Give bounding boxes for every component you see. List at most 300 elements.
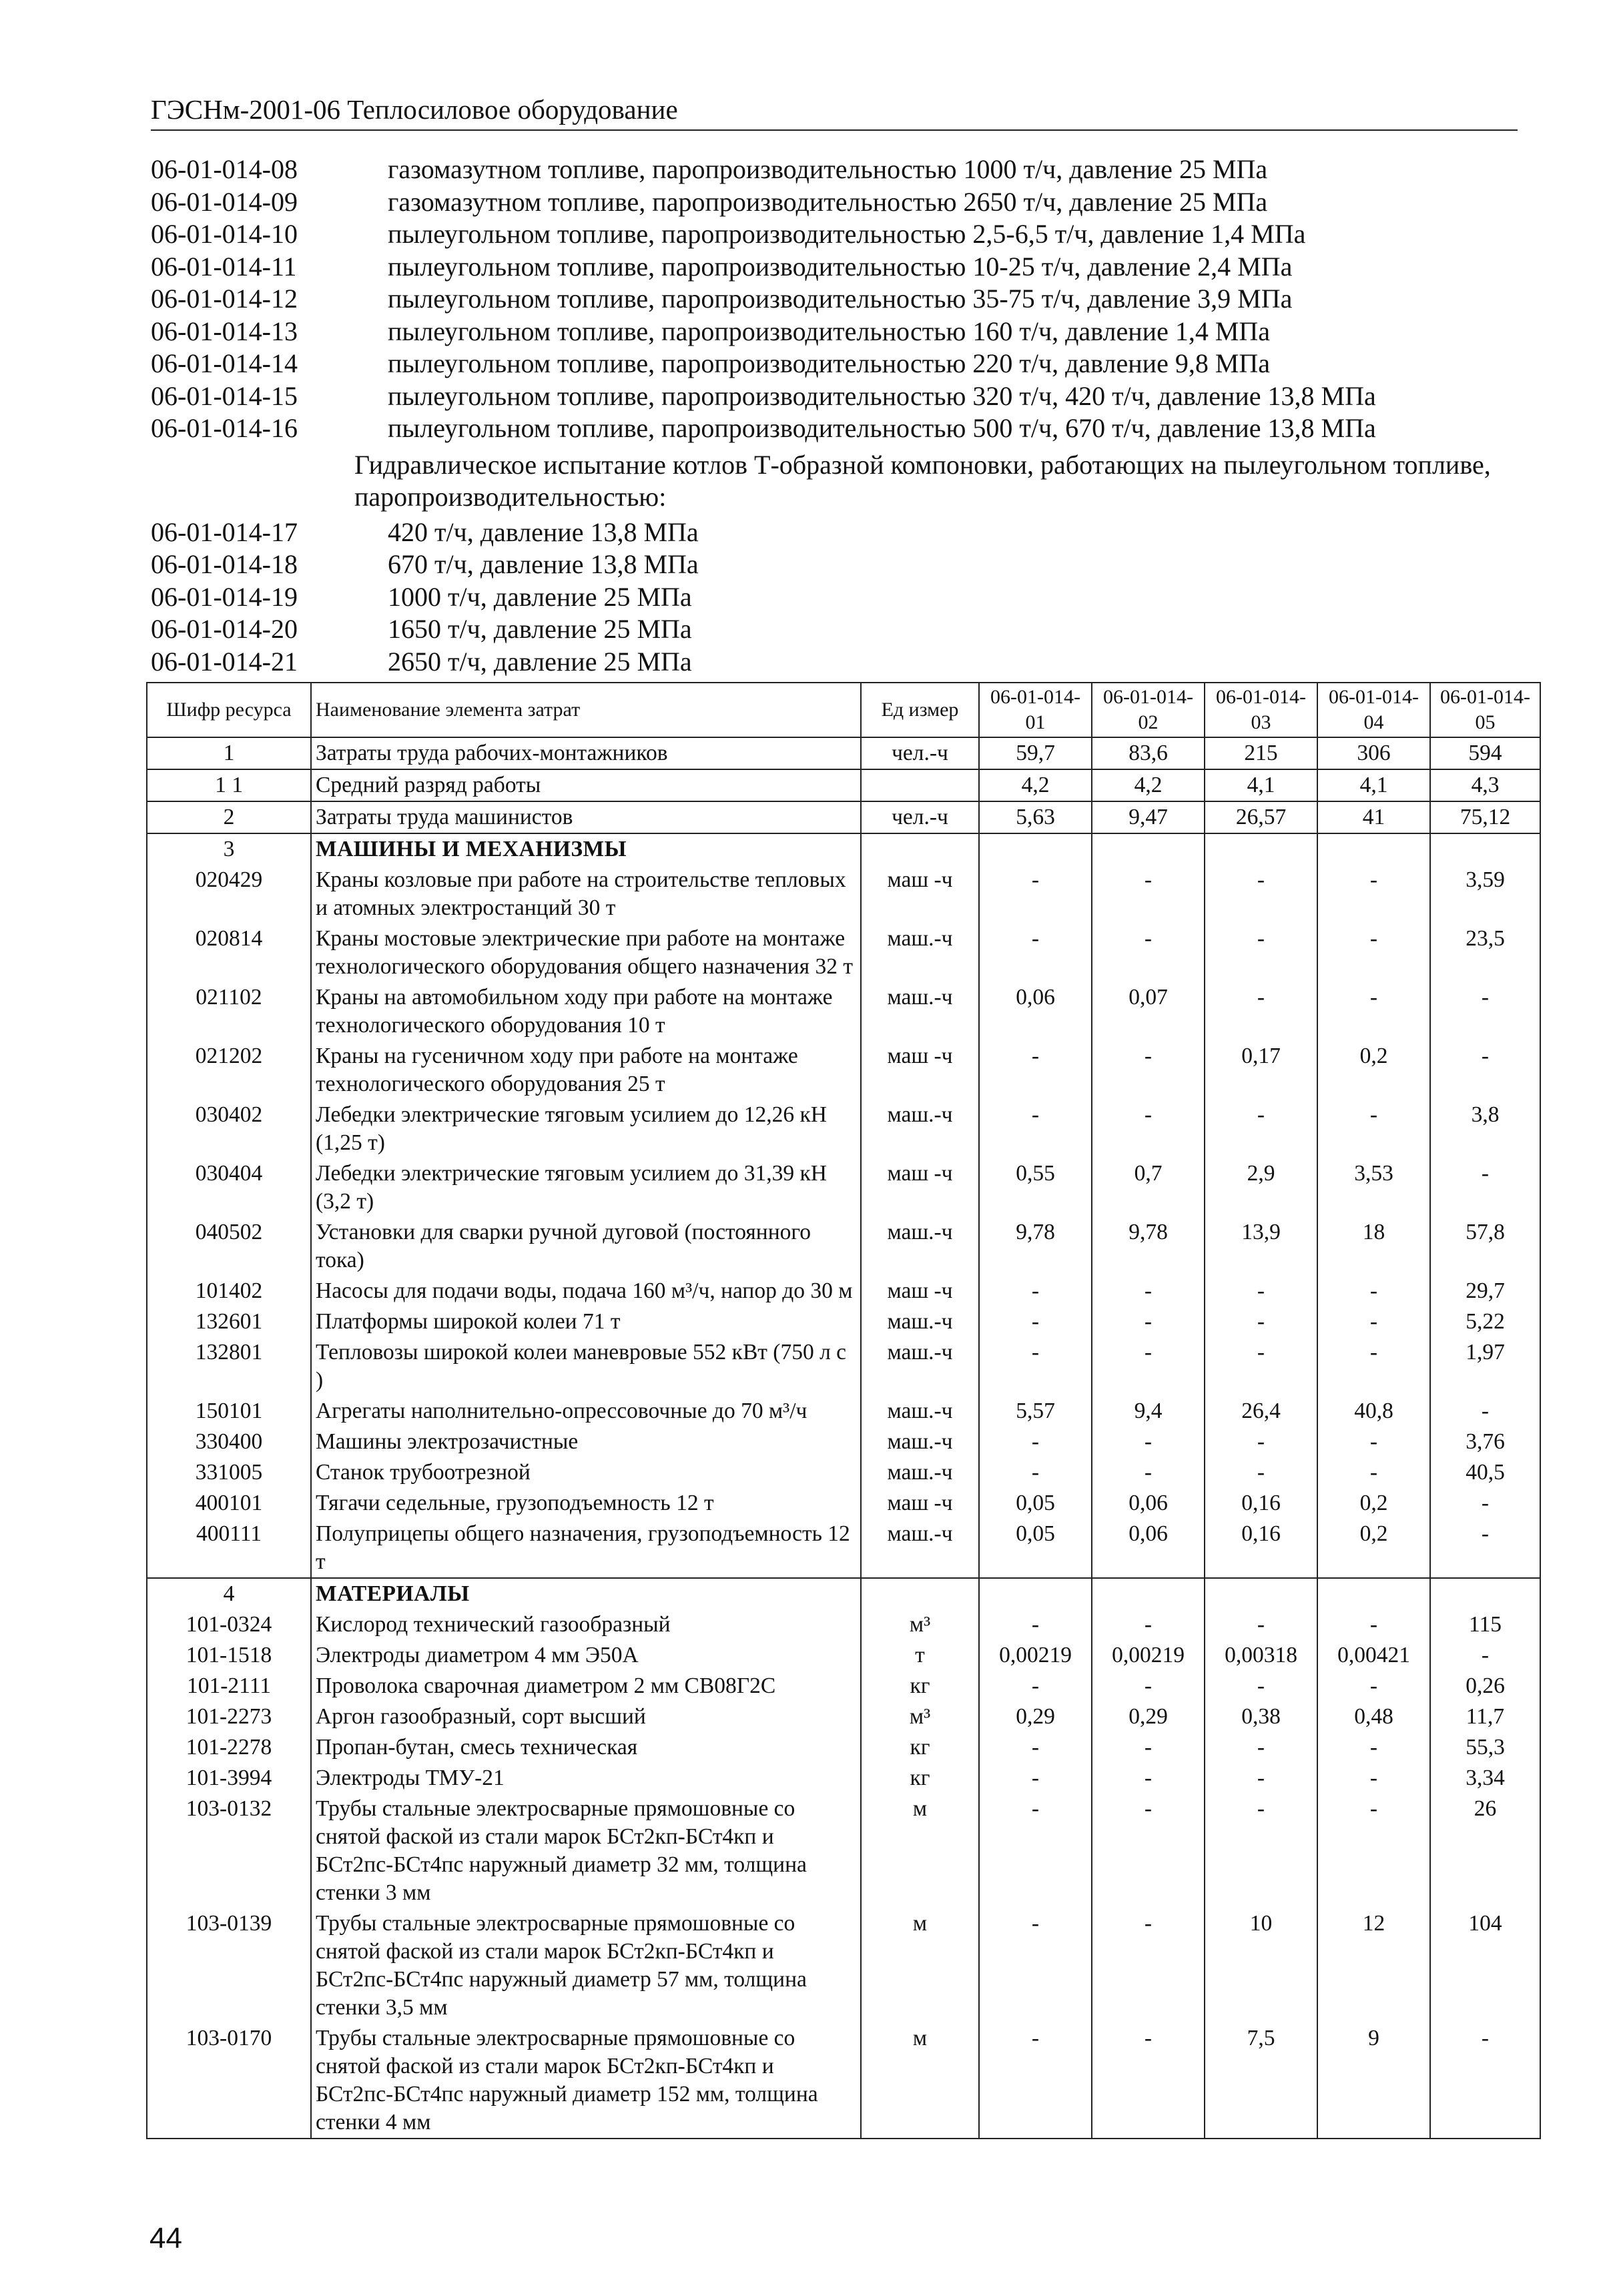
- unit-cell: маш.-ч: [861, 1519, 979, 1578]
- cost-element-name: Средний разряд работы: [311, 769, 861, 801]
- cost-element-name: Трубы стальные электросварные прямошовные со снятой фаской из стали марок БСт2кп-БСт4кп и БСт2пс-БСт4пс наружный диаметр 32 мм, толщина стенки 3 мм: [311, 1794, 861, 1908]
- header-cost-element: Наименование элемента затрат: [311, 683, 861, 737]
- cost-element-name: Электроды ТМУ-21: [311, 1763, 861, 1794]
- section-heading: МАТЕРИАЛЫ: [311, 1578, 861, 1609]
- value-cell: 215: [1205, 737, 1317, 769]
- unit-cell: маш.-ч: [861, 923, 979, 982]
- value-cell: -: [979, 1100, 1092, 1158]
- value-cell: 0,29: [979, 1701, 1092, 1732]
- value-cell: -: [979, 1671, 1092, 1701]
- value-cell: -: [979, 1457, 1092, 1488]
- value-cell: -: [1092, 1276, 1205, 1306]
- work-code: 06-01-014-08: [151, 154, 298, 184]
- value-cell: 55,3: [1430, 1732, 1540, 1763]
- work-description: пылеугольном топливе, паропроизводительностью 220 т/ч, давление 9,8 МПа: [388, 348, 1271, 378]
- value-cell: -: [1092, 1671, 1205, 1701]
- header-col-05: 06-01-014-05: [1430, 683, 1540, 737]
- cost-element-name: Установки для сварки ручной дуговой (постоянного тока): [311, 1217, 861, 1276]
- unit-cell: маш.-ч: [861, 982, 979, 1041]
- resource-code: 021102: [147, 982, 311, 1041]
- value-cell: 0,00219: [1092, 1640, 1205, 1671]
- header-col-01: 06-01-014-01: [979, 683, 1092, 737]
- table-row: [147, 1578, 1540, 1609]
- unit-cell: чел.-ч: [861, 737, 979, 769]
- value-cell: 9,78: [1092, 1217, 1205, 1276]
- work-description: пылеугольном топливе, паропроизводительностью 320 т/ч, 420 т/ч, давление 13,8 МПа: [388, 380, 1376, 411]
- value-cell: 0,16: [1205, 1488, 1317, 1519]
- resource-code: 021202: [147, 1041, 311, 1100]
- value-cell: -: [1092, 865, 1205, 923]
- value-cell: -: [1092, 1794, 1205, 1908]
- table-row: [147, 1396, 1540, 1427]
- table-header-row: [147, 683, 1540, 737]
- unit-cell: [861, 1578, 979, 1609]
- table-row: [147, 1609, 1540, 1640]
- resource-code: 101-1518: [147, 1640, 311, 1671]
- value-cell: -: [979, 1908, 1092, 2023]
- work-list: [151, 153, 1499, 678]
- cost-element-name: Аргон газообразный, сорт высший: [311, 1701, 861, 1732]
- cost-element-name: Краны козловые при работе на строительстве тепловых и атомных электростанций 30 т: [311, 865, 861, 923]
- value-cell: -: [1205, 1427, 1317, 1457]
- value-cell: 9,4: [1092, 1396, 1205, 1427]
- resource-code: 101-2273: [147, 1701, 311, 1732]
- value-cell: 0,07: [1092, 982, 1205, 1041]
- unit-cell: м: [861, 2023, 979, 2139]
- work-code: 06-01-014-18: [151, 549, 298, 579]
- unit-cell: маш.-ч: [861, 1337, 979, 1396]
- value-cell: -: [979, 1794, 1092, 1908]
- work-list-item: [151, 412, 1499, 445]
- work-code: 06-01-014-10: [151, 219, 298, 249]
- value-cell: -: [979, 1732, 1092, 1763]
- value-cell: 7,5: [1205, 2023, 1317, 2139]
- table-row: [147, 1427, 1540, 1457]
- value-cell: 3,59: [1430, 865, 1540, 923]
- value-cell: 4,2: [1092, 769, 1205, 801]
- table-row: [147, 982, 1540, 1041]
- value-cell: 0,48: [1317, 1701, 1430, 1732]
- value-cell: -: [1205, 982, 1317, 1041]
- cost-element-name: Затраты труда машинистов: [311, 801, 861, 833]
- work-code: 06-01-014-16: [151, 413, 298, 443]
- unit-cell: [861, 833, 979, 865]
- work-description: пылеугольном топливе, паропроизводительностью 160 т/ч, давление 1,4 МПа: [388, 316, 1271, 346]
- unit-cell: чел.-ч: [861, 801, 979, 833]
- value-cell: 0,26: [1430, 1671, 1540, 1701]
- work-code: 06-01-014-19: [151, 581, 298, 612]
- value-cell: 1,97: [1430, 1337, 1540, 1396]
- value-cell: -: [1205, 1276, 1317, 1306]
- value-cell: 4,2: [979, 769, 1092, 801]
- value-cell: -: [1205, 1457, 1317, 1488]
- table-row: [147, 1337, 1540, 1396]
- cost-element-name: Лебедки электрические тяговым усилием до 31,39 кН (3,2 т): [311, 1158, 861, 1217]
- value-cell: 4,1: [1317, 769, 1430, 801]
- value-cell: 0,2: [1317, 1041, 1430, 1100]
- resource-code: 030402: [147, 1100, 311, 1158]
- value-cell: -: [1092, 1427, 1205, 1457]
- table-row: [147, 1041, 1540, 1100]
- value-cell: [1430, 833, 1540, 865]
- value-cell: 594: [1430, 737, 1540, 769]
- value-cell: 5,22: [1430, 1306, 1540, 1337]
- resource-code: 132801: [147, 1337, 311, 1396]
- value-cell: 41: [1317, 801, 1430, 833]
- value-cell: 306: [1317, 737, 1430, 769]
- value-cell: -: [1205, 1671, 1317, 1701]
- work-description: газомазутном топливе, паропроизводительностью 1000 т/ч, давление 25 МПа: [388, 154, 1268, 184]
- cost-element-name: Затраты труда рабочих-монтажников: [311, 737, 861, 769]
- work-code: 06-01-014-12: [151, 284, 298, 314]
- value-cell: -: [1317, 865, 1430, 923]
- value-cell: 40,5: [1430, 1457, 1540, 1488]
- value-cell: [1317, 1578, 1430, 1609]
- work-list-part-1: [151, 153, 1499, 445]
- work-list-item: [151, 218, 1499, 251]
- value-cell: [1205, 1578, 1317, 1609]
- cost-element-name: Краны мостовые электрические при работе на монтаже технологического оборудования общего назначения 32 т: [311, 923, 861, 982]
- value-cell: -: [1092, 1041, 1205, 1100]
- value-cell: -: [1205, 923, 1317, 982]
- resource-code: 1 1: [147, 769, 311, 801]
- unit-cell: маш -ч: [861, 1276, 979, 1306]
- page-header: [151, 93, 1518, 131]
- value-cell: -: [1092, 1609, 1205, 1640]
- value-cell: 3,53: [1317, 1158, 1430, 1217]
- header-resource-code: Шифр ресурса: [147, 683, 311, 737]
- work-code: 06-01-014-13: [151, 316, 298, 346]
- value-cell: 9: [1317, 2023, 1430, 2139]
- cost-element-name: Платформы широкой колеи 71 т: [311, 1306, 861, 1337]
- value-cell: -: [1205, 1306, 1317, 1337]
- resource-table: [146, 682, 1541, 2139]
- work-code: 06-01-014-14: [151, 348, 298, 378]
- unit-cell: маш -ч: [861, 1041, 979, 1100]
- resource-code: 020814: [147, 923, 311, 982]
- table-row: [147, 1158, 1540, 1217]
- resource-code: 020429: [147, 865, 311, 923]
- work-list-item: [151, 348, 1499, 380]
- cost-element-name: Кислород технический газообразный: [311, 1609, 861, 1640]
- value-cell: 75,12: [1430, 801, 1540, 833]
- work-description: 420 т/ч, давление 13,8 МПа: [388, 516, 699, 547]
- table-row: [147, 1519, 1540, 1578]
- table-row: [147, 1276, 1540, 1306]
- cost-element-name: Насосы для подачи воды, подача 160 м³/ч, напор до 30 м: [311, 1276, 861, 1306]
- work-list-item: [151, 186, 1499, 219]
- value-cell: -: [1205, 1100, 1317, 1158]
- value-cell: [1430, 1578, 1540, 1609]
- work-description: 1000 т/ч, давление 25 МПа: [388, 581, 692, 612]
- value-cell: 0,00219: [979, 1640, 1092, 1671]
- table-row: [147, 769, 1540, 801]
- value-cell: 26,4: [1205, 1396, 1317, 1427]
- cost-element-name: Станок трубоотрезной: [311, 1457, 861, 1488]
- cost-element-name: Трубы стальные электросварные прямошовные со снятой фаской из стали марок БСт2кп-БСт4кп и БСт2пс-БСт4пс наружный диаметр 57 мм, толщина стенки 3,5 мм: [311, 1908, 861, 2023]
- resource-code: 103-0132: [147, 1794, 311, 1908]
- resource-code: 1: [147, 737, 311, 769]
- value-cell: -: [1092, 1908, 1205, 2023]
- value-cell: 9,47: [1092, 801, 1205, 833]
- resource-code: 101-3994: [147, 1763, 311, 1794]
- value-cell: -: [1092, 1306, 1205, 1337]
- value-cell: 0,2: [1317, 1519, 1430, 1578]
- value-cell: -: [1092, 1732, 1205, 1763]
- value-cell: 5,57: [979, 1396, 1092, 1427]
- resource-code: 103-0139: [147, 1908, 311, 2023]
- cost-element-name: Агрегаты наполнительно-опрессовочные до 70 м³/ч: [311, 1396, 861, 1427]
- value-cell: -: [1317, 1763, 1430, 1794]
- value-cell: 0,2: [1317, 1488, 1430, 1519]
- resource-code: 400111: [147, 1519, 311, 1578]
- value-cell: -: [1317, 1276, 1430, 1306]
- work-list-item: [151, 646, 1499, 679]
- resource-code: 2: [147, 801, 311, 833]
- value-cell: [1317, 833, 1430, 865]
- value-cell: -: [979, 1306, 1092, 1337]
- value-cell: -: [1317, 1732, 1430, 1763]
- value-cell: [1205, 833, 1317, 865]
- value-cell: -: [1430, 982, 1540, 1041]
- work-code: 06-01-014-11: [151, 251, 297, 282]
- work-code: 06-01-014-20: [151, 614, 298, 644]
- cost-element-name: Тягачи седельные, грузоподъемность 12 т: [311, 1488, 861, 1519]
- unit-cell: маш.-ч: [861, 1396, 979, 1427]
- value-cell: 4,3: [1430, 769, 1540, 801]
- value-cell: -: [1430, 1041, 1540, 1100]
- resource-code: 4: [147, 1578, 311, 1609]
- unit-cell: маш.-ч: [861, 1457, 979, 1488]
- work-list-item: [151, 516, 1499, 549]
- value-cell: 12: [1317, 1908, 1430, 2023]
- cost-element-name: Трубы стальные электросварные прямошовные со снятой фаской из стали марок БСт2кп-БСт4кп и БСт2пс-БСт4пс наружный диаметр 152 мм, толщина стенки 4 мм: [311, 2023, 861, 2139]
- value-cell: 40,8: [1317, 1396, 1430, 1427]
- value-cell: -: [1092, 2023, 1205, 2139]
- value-cell: [1092, 833, 1205, 865]
- value-cell: 10: [1205, 1908, 1317, 2023]
- value-cell: 115: [1430, 1609, 1540, 1640]
- table-row: [147, 1457, 1540, 1488]
- unit-cell: м: [861, 1908, 979, 2023]
- resource-code: 3: [147, 833, 311, 865]
- cost-element-name: Лебедки электрические тяговым усилием до 12,26 кН (1,25 т): [311, 1100, 861, 1158]
- value-cell: 104: [1430, 1908, 1540, 2023]
- value-cell: -: [979, 1276, 1092, 1306]
- value-cell: -: [1430, 2023, 1540, 2139]
- value-cell: -: [1430, 1488, 1540, 1519]
- cost-element-name: Пропан-бутан, смесь техническая: [311, 1732, 861, 1763]
- value-cell: -: [979, 1609, 1092, 1640]
- table-row: [147, 1217, 1540, 1276]
- value-cell: -: [1205, 1609, 1317, 1640]
- resource-code: 101-0324: [147, 1609, 311, 1640]
- value-cell: -: [979, 1041, 1092, 1100]
- value-cell: -: [1317, 1794, 1430, 1908]
- value-cell: -: [979, 1337, 1092, 1396]
- value-cell: -: [1317, 1100, 1430, 1158]
- value-cell: 0,06: [1092, 1519, 1205, 1578]
- work-description: пылеугольном топливе, паропроизводительностью 10-25 т/ч, давление 2,4 МПа: [388, 251, 1293, 282]
- value-cell: -: [1317, 1427, 1430, 1457]
- value-cell: 29,7: [1430, 1276, 1540, 1306]
- cost-element-name: Краны на автомобильном ходу при работе на монтаже технологического оборудования 10 т: [311, 982, 861, 1041]
- value-cell: -: [979, 1427, 1092, 1457]
- value-cell: -: [979, 865, 1092, 923]
- resource-code: 101402: [147, 1276, 311, 1306]
- unit-cell: т: [861, 1640, 979, 1671]
- unit-cell: маш -ч: [861, 1158, 979, 1217]
- value-cell: 0,16: [1205, 1519, 1317, 1578]
- value-cell: 0,38: [1205, 1701, 1317, 1732]
- value-cell: -: [1317, 923, 1430, 982]
- value-cell: 59,7: [979, 737, 1092, 769]
- value-cell: 0,7: [1092, 1158, 1205, 1217]
- value-cell: 0,55: [979, 1158, 1092, 1217]
- value-cell: 3,34: [1430, 1763, 1540, 1794]
- table-row: [147, 1306, 1540, 1337]
- value-cell: -: [1092, 1100, 1205, 1158]
- work-description: 1650 т/ч, давление 25 МПа: [388, 614, 692, 644]
- unit-cell: кг: [861, 1732, 979, 1763]
- unit-cell: маш -ч: [861, 865, 979, 923]
- unit-cell: маш.-ч: [861, 1100, 979, 1158]
- value-cell: -: [1430, 1519, 1540, 1578]
- section-heading: МАШИНЫ И МЕХАНИЗМЫ: [311, 833, 861, 865]
- hydro-test-heading: Гидравлическое испытание котлов Т-образной компоновки, работающих на пылеугольном топливе, паропроизводительностью:: [354, 449, 1491, 512]
- value-cell: [979, 1578, 1092, 1609]
- resource-table-container: [146, 682, 1530, 2139]
- value-cell: 5,63: [979, 801, 1092, 833]
- table-row: [147, 801, 1540, 833]
- unit-cell: маш -ч: [861, 1488, 979, 1519]
- table-row: [147, 1763, 1540, 1794]
- value-cell: 0,06: [1092, 1488, 1205, 1519]
- resource-code: 330400: [147, 1427, 311, 1457]
- table-row: [147, 1794, 1540, 1908]
- work-list-item: [151, 283, 1499, 316]
- table-row: [147, 1488, 1540, 1519]
- work-list-item: [151, 581, 1499, 614]
- value-cell: 13,9: [1205, 1217, 1317, 1276]
- work-description: 2650 т/ч, давление 25 МПа: [388, 646, 692, 677]
- resource-code: 400101: [147, 1488, 311, 1519]
- value-cell: -: [1205, 1763, 1317, 1794]
- work-description: пылеугольном топливе, паропроизводительностью 35-75 т/ч, давление 3,9 МПа: [388, 284, 1293, 314]
- value-cell: -: [1430, 1396, 1540, 1427]
- value-cell: -: [1317, 1337, 1430, 1396]
- work-list-item: [151, 548, 1499, 581]
- value-cell: [979, 833, 1092, 865]
- cost-element-name: Полуприцепы общего назначения, грузоподъемность 12 т: [311, 1519, 861, 1578]
- header-unit: Ед измер: [861, 683, 979, 737]
- value-cell: -: [1205, 1794, 1317, 1908]
- value-cell: -: [1430, 1640, 1540, 1671]
- unit-cell: кг: [861, 1763, 979, 1794]
- value-cell: 57,8: [1430, 1217, 1540, 1276]
- value-cell: 0,06: [979, 982, 1092, 1041]
- table-row: [147, 833, 1540, 865]
- value-cell: -: [1205, 1732, 1317, 1763]
- page-header-title: ГЭСНм-2001-06 Теплосиловое оборудование: [151, 94, 678, 125]
- unit-cell: м: [861, 1794, 979, 1908]
- value-cell: -: [1317, 1457, 1430, 1488]
- table-row: [147, 1908, 1540, 2023]
- value-cell: 0,00318: [1205, 1640, 1317, 1671]
- value-cell: 0,00421: [1317, 1640, 1430, 1671]
- resource-code: 331005: [147, 1457, 311, 1488]
- resource-code: 132601: [147, 1306, 311, 1337]
- cost-element-name: Краны на гусеничном ходу при работе на монтаже технологического оборудования 25 т: [311, 1041, 861, 1100]
- value-cell: 3,76: [1430, 1427, 1540, 1457]
- unit-cell: м³: [861, 1609, 979, 1640]
- value-cell: -: [1092, 923, 1205, 982]
- cost-element-name: Тепловозы широкой колеи маневровые 552 кВт (750 л с ): [311, 1337, 861, 1396]
- unit-cell: маш.-ч: [861, 1427, 979, 1457]
- value-cell: -: [1317, 1671, 1430, 1701]
- resource-code: 103-0170: [147, 2023, 311, 2139]
- work-list-item: [151, 153, 1499, 186]
- value-cell: 18: [1317, 1217, 1430, 1276]
- unit-cell: м³: [861, 1701, 979, 1732]
- work-code: 06-01-014-09: [151, 186, 298, 217]
- table-row: [147, 923, 1540, 982]
- unit-cell: маш.-ч: [861, 1217, 979, 1276]
- value-cell: -: [1317, 1306, 1430, 1337]
- cost-element-name: Электроды диаметром 4 мм Э50А: [311, 1640, 861, 1671]
- unit-cell: [861, 769, 979, 801]
- value-cell: -: [1430, 1158, 1540, 1217]
- value-cell: -: [1092, 1337, 1205, 1396]
- value-cell: -: [1317, 982, 1430, 1041]
- work-list-part-2: [151, 516, 1499, 679]
- header-col-04: 06-01-014-04: [1317, 683, 1430, 737]
- work-list-item: [151, 613, 1499, 646]
- value-cell: -: [1205, 1337, 1317, 1396]
- work-code: 06-01-014-15: [151, 380, 298, 411]
- value-cell: 0,05: [979, 1488, 1092, 1519]
- work-list-item: [151, 380, 1499, 413]
- value-cell: -: [1205, 865, 1317, 923]
- header-col-02: 06-01-014-02: [1092, 683, 1205, 737]
- table-row: [147, 1671, 1540, 1701]
- value-cell: 23,5: [1430, 923, 1540, 982]
- value-cell: 11,7: [1430, 1701, 1540, 1732]
- work-description: 670 т/ч, давление 13,8 МПа: [388, 549, 699, 579]
- resource-code: 150101: [147, 1396, 311, 1427]
- value-cell: 83,6: [1092, 737, 1205, 769]
- resource-code: 101-2278: [147, 1732, 311, 1763]
- value-cell: 0,05: [979, 1519, 1092, 1578]
- work-list-item: [151, 316, 1499, 348]
- value-cell: -: [979, 1763, 1092, 1794]
- table-row: [147, 1640, 1540, 1671]
- work-code: 06-01-014-17: [151, 516, 298, 547]
- value-cell: 26,57: [1205, 801, 1317, 833]
- value-cell: -: [1092, 1457, 1205, 1488]
- value-cell: 26: [1430, 1794, 1540, 1908]
- page-number: 44: [149, 2222, 182, 2255]
- work-code: 06-01-014-21: [151, 646, 298, 677]
- work-description: газомазутном топливе, паропроизводительностью 2650 т/ч, давление 25 МПа: [388, 186, 1268, 217]
- unit-cell: кг: [861, 1671, 979, 1701]
- work-description: пылеугольном топливе, паропроизводительностью 500 т/ч, 670 т/ч, давление 13,8 МПа: [388, 413, 1376, 443]
- unit-cell: маш.-ч: [861, 1306, 979, 1337]
- value-cell: 0,29: [1092, 1701, 1205, 1732]
- table-body: [147, 737, 1540, 2139]
- work-list-item: [151, 251, 1499, 284]
- work-description: пылеугольном топливе, паропроизводительностью 2,5-6,5 т/ч, давление 1,4 МПа: [388, 219, 1306, 249]
